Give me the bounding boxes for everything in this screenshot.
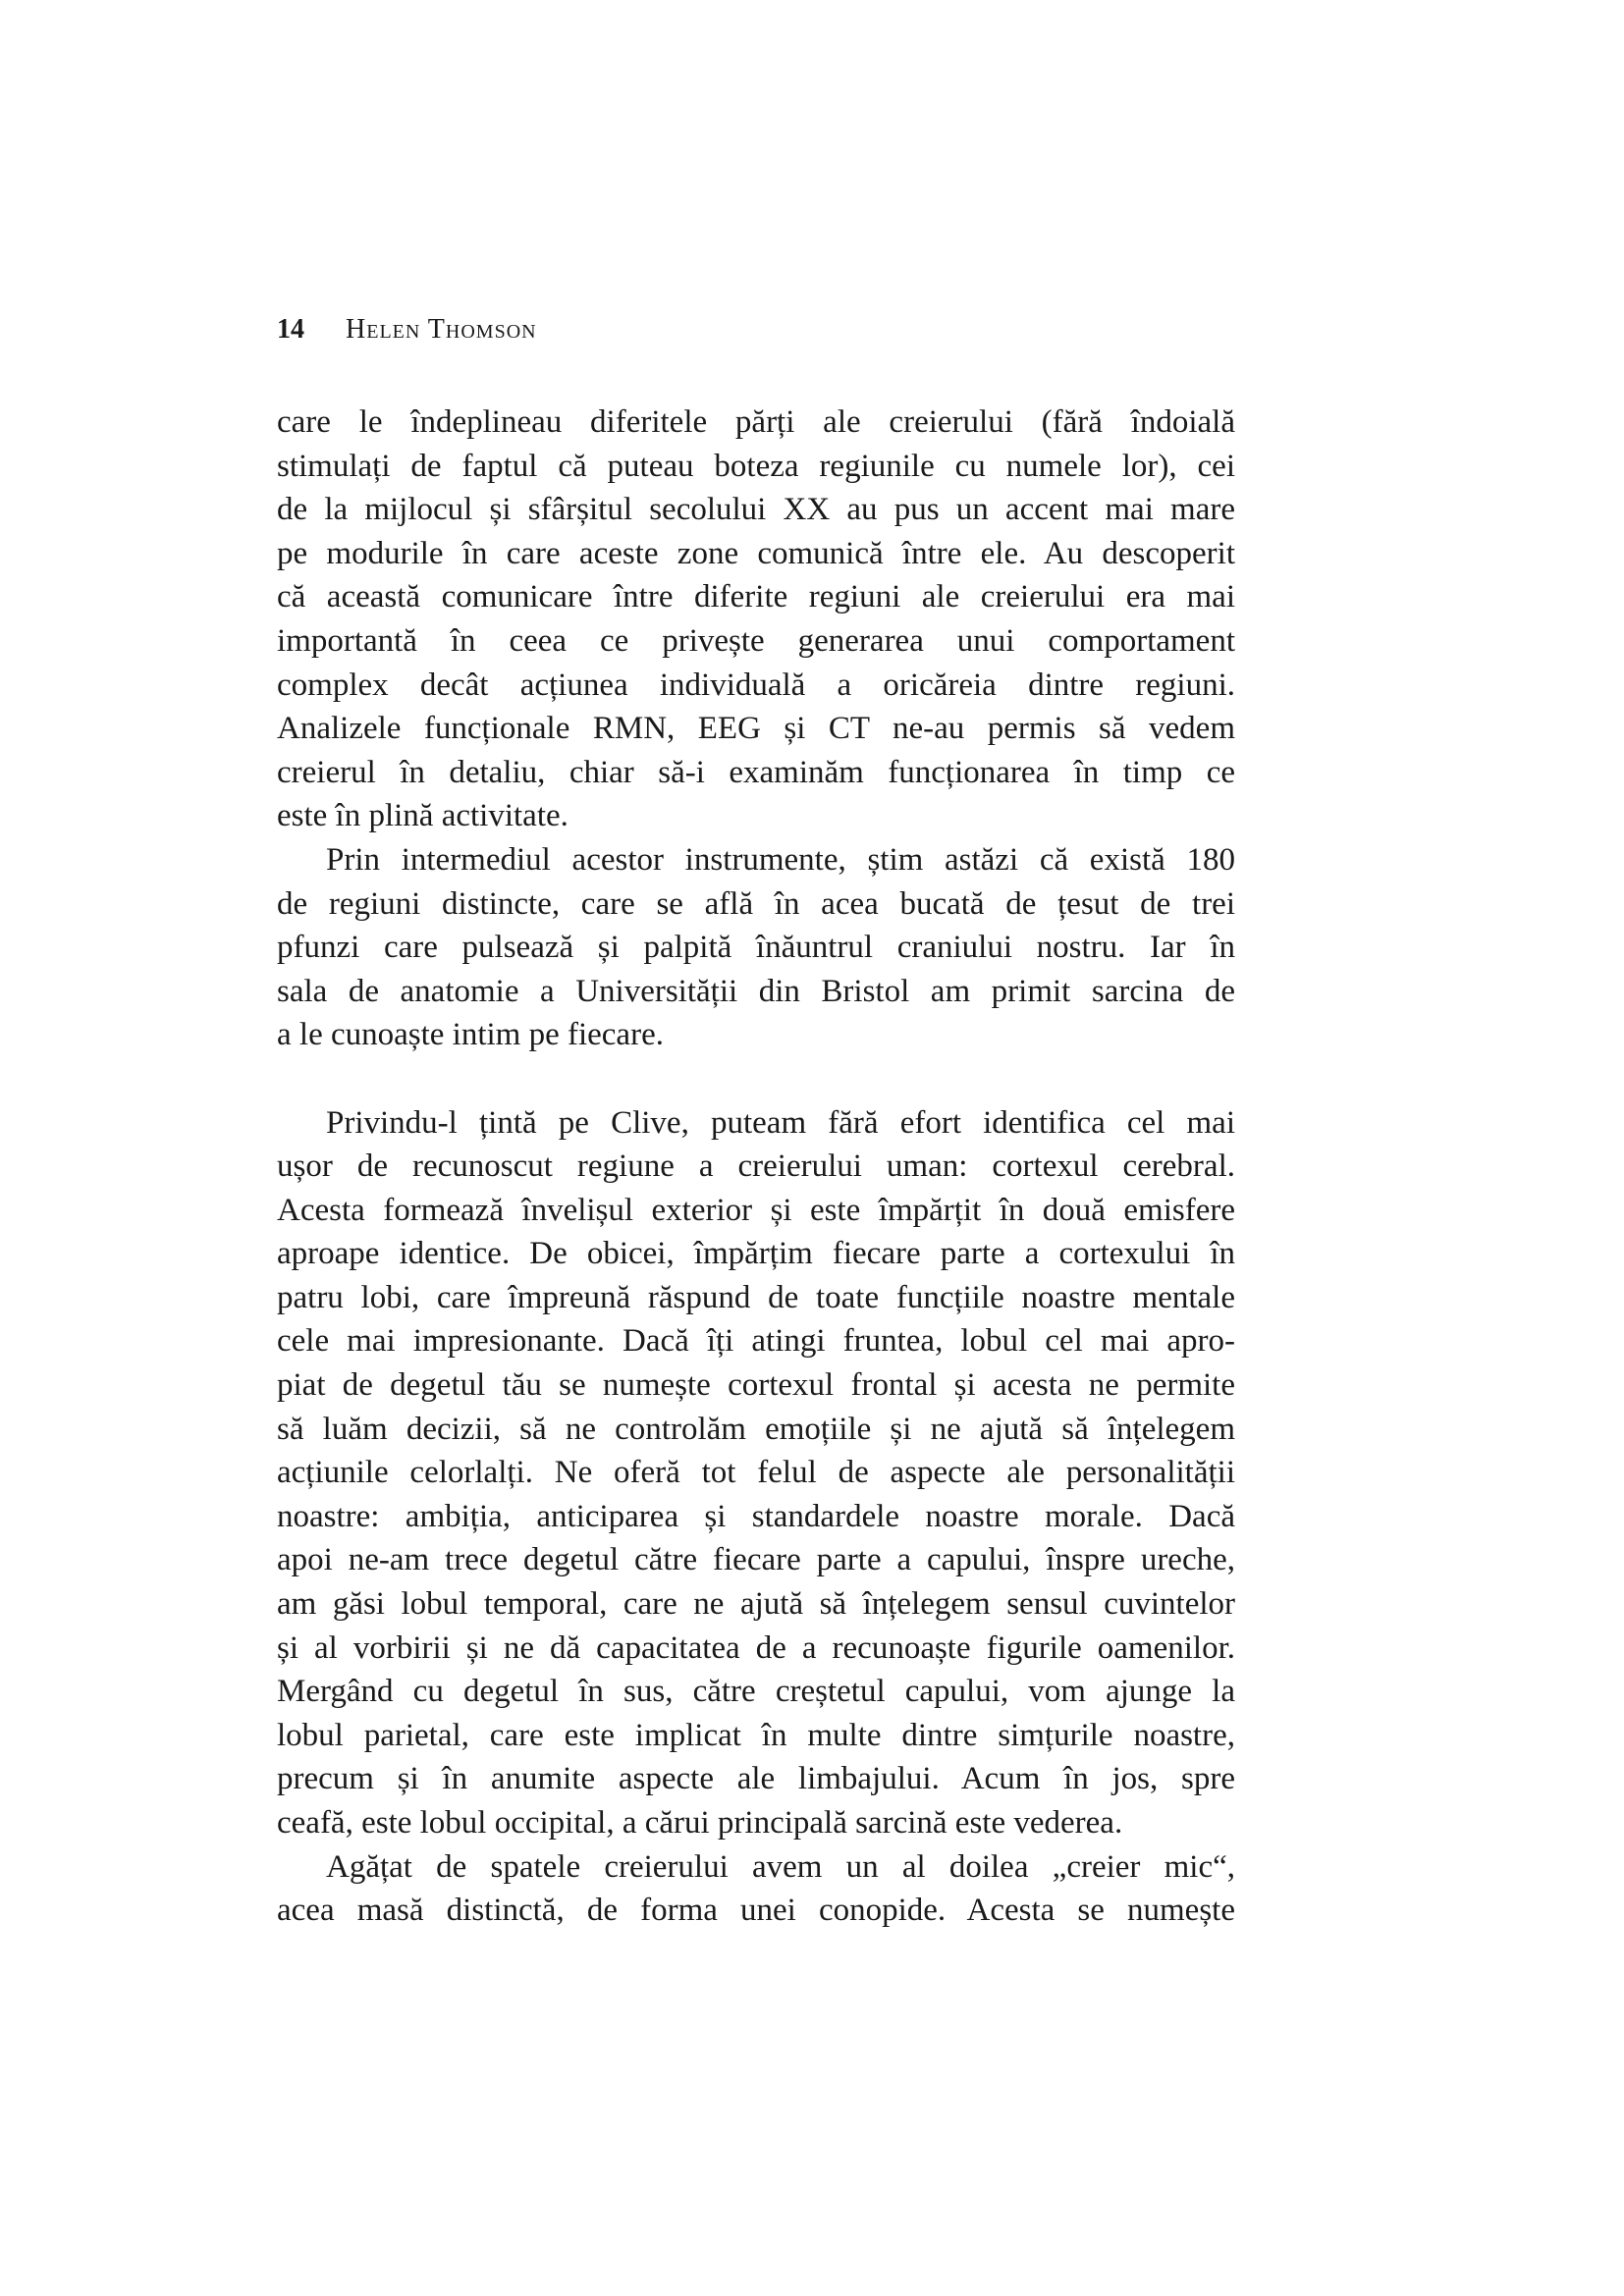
text-line: precum și în anumite aspecte ale limbajului. Acum în jos, spre: [277, 1761, 1235, 1797]
text-line: Analizele funcționale RMN, EEG și CT ne-au permis să vedem: [277, 711, 1235, 747]
text-line: să luăm decizii, să ne controlăm emoțiile și ne ajută să înțelegem: [277, 1411, 1235, 1447]
author-name: Helen Thomson: [346, 314, 537, 345]
text-line: și al vorbirii și ne dă capacitatea de a recunoaște figurile oamenilor.: [277, 1629, 1235, 1666]
text-line: de la mijlocul și sfârșitul secolului XX au pus un accent mai mare: [277, 492, 1235, 528]
text-line: pe modurile în care aceste zone comunică între ele. Au descoperit: [277, 535, 1235, 571]
text-line: importantă în ceea ce privește generarea unui comportament: [277, 622, 1235, 659]
text-line: ușor de recunoscut regiune a creierului uman: cortexul cerebral.: [277, 1148, 1235, 1185]
text-line: Mergând cu degetul în sus, către creștetul capului, vom ajunge la: [277, 1674, 1235, 1710]
text-line: am găsi lobul temporal, care ne ajută să înțelegem sensul cuvintelor: [277, 1586, 1235, 1623]
text-line: patru lobi, care împreună răspund de toate funcțiile noastre mentale: [277, 1279, 1235, 1315]
text-line: de regiuni distincte, care se află în acea bucată de țesut de trei: [277, 885, 1235, 922]
text-line: a le cunoaște intim pe fiecare.: [277, 1017, 664, 1053]
text-line: stimulați de faptul că puteau boteza regiunile cu numele lor), cei: [277, 448, 1235, 484]
body-text: [277, 400, 1235, 1933]
text-line: Agățat de spatele creierului avem un al doilea „creier mic“,: [326, 1848, 1235, 1885]
paragraph: [277, 400, 1235, 838]
section-break: [277, 1057, 1235, 1101]
text-line: acea masă distinctă, de forma unei conopide. Acesta se numește: [277, 1893, 1235, 1929]
text-line: cele mai impresionante. Dacă îți atingi fruntea, lobul cel mai apro-: [277, 1323, 1235, 1360]
text-line: complex decât acțiunea individuală a oricăreia dintre regiuni.: [277, 667, 1235, 703]
text-line: este în plină activitate.: [277, 798, 568, 834]
text-line: lobul parietal, care este implicat în multe dintre simțurile noastre,: [277, 1717, 1235, 1753]
text-line: noastre: ambiția, anticiparea și standardele noastre morale. Dacă: [277, 1498, 1235, 1534]
text-line: că această comunicare între diferite regiuni ale creierului era mai: [277, 579, 1235, 615]
text-line: pfunzi care pulsează și palpită înăuntrul craniului nostru. Iar în: [277, 930, 1235, 966]
text-line: apoi ne-am trece degetul către fiecare parte a capului, înspre ureche,: [277, 1542, 1235, 1578]
text-line: aproape identice. De obicei, împărțim fiecare parte a cortexului în: [277, 1236, 1235, 1272]
running-head: [277, 312, 537, 347]
text-line: creierul în detaliu, chiar să-i examinăm funcționarea în timp ce: [277, 754, 1235, 790]
text-line: Acesta formează învelișul exterior și este împărțit în două emisfere: [277, 1192, 1235, 1228]
text-line: Privindu-l țintă pe Clive, puteam fără efort identifica cel mai: [326, 1104, 1235, 1141]
paragraph: [277, 838, 1235, 1057]
text-line: ceafă, este lobul occipital, a cărui principală sarcină este vederea.: [277, 1805, 1123, 1841]
paragraph: [277, 1101, 1235, 1845]
page-number: 14: [277, 314, 304, 345]
text-line: Prin intermediul acestor instrumente, știm astăzi că există 180: [326, 841, 1235, 878]
text-line: acțiunile celorlalți. Ne oferă tot felul de aspecte ale personalității: [277, 1455, 1235, 1491]
text-line: sala de anatomie a Universității din Bristol am primit sarcina de: [277, 973, 1235, 1009]
text-line: piat de degetul tău se numește cortexul frontal și acesta ne permite: [277, 1367, 1235, 1404]
text-line: care le îndeplineau diferitele părți ale creierului (fără îndoială: [277, 404, 1235, 440]
paragraph: [277, 1845, 1235, 1933]
